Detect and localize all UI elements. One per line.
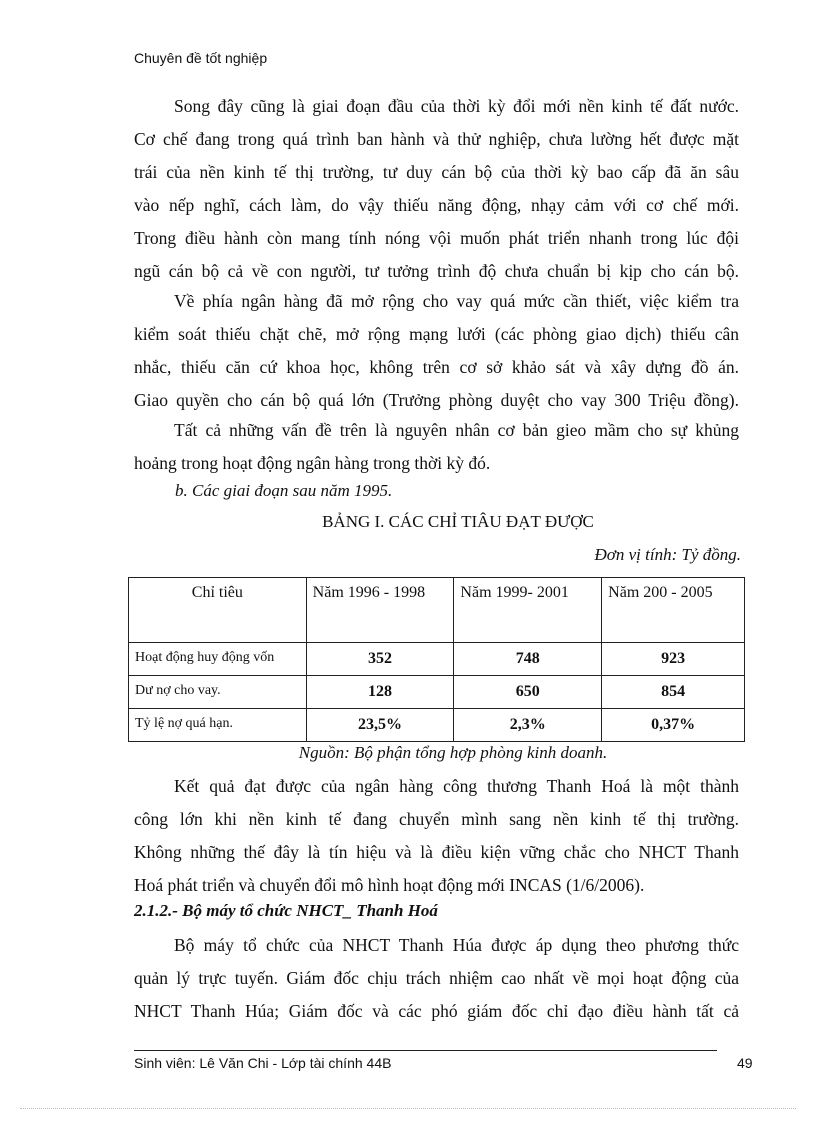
text-line: NHCT Thanh Húa; Giám đốc và các phó giám đốc chỉ đạo điều hành tất cả [134,1001,739,1021]
text-line: công lớn khi nền kinh tế đang chuyển mình sang nền kinh tế thị trường. [134,809,739,829]
table-title: BẢNG I. CÁC CHỈ TIÂU ĐẠT ĐƯỢC [322,512,594,531]
text-line: ngũ cán bộ cả về con người, tư tưởng trình độ chưa chuẩn bị kịp cho cán bộ. [134,261,739,281]
column-header: Năm 1996 - 1998 [306,578,454,643]
column-header: Năm 1999- 2001 [454,578,602,643]
page-header: Chuyên đề tốt nghiệp [134,50,268,66]
cell-value: 748 [454,643,602,676]
text-line: hoảng trong hoạt động ngân hàng trong thời kỳ đó. [134,453,491,473]
table-unit: Đơn vị tính: Tỷ đồng. [594,545,741,564]
text-line: quản lý trực tuyến. Giám đốc chịu trách nhiệm cao nhất về mọi hoạt động của [134,968,739,988]
text-line: nhắc, thiếu căn cứ khoa học, không trên cơ sở khảo sát và xây dựng đồ án. [134,357,739,377]
footer-divider [134,1050,717,1051]
cell-value: 923 [602,643,745,676]
text-line: kiểm soát thiếu chặt chẽ, mở rộng mạng lưới (các phòng giao dịch) thiếu cân [134,324,739,344]
page-footer: Sinh viên: Lê Văn Chi - Lớp tài chính 44B [134,1055,392,1071]
table-row [129,676,745,709]
table-source: Nguồn: Bộ phận tổng hợp phòng kinh doanh. [298,743,608,762]
cell-value: 128 [306,676,454,709]
section-heading: 2.1.2.- Bộ máy tổ chức NHCT_ Thanh Hoá [134,901,438,920]
cell-value: 352 [306,643,454,676]
paragraph-3 [134,414,739,480]
text-line: Tất cả những vấn đề trên là nguyên nhân cơ bản gieo mầm cho sự khủng [174,420,739,440]
column-header: Chỉ tiêu [129,578,307,643]
table-header-row [129,578,745,643]
page-number: 49 [737,1055,753,1071]
text-line: Trong điều hành còn mang tính nóng vội muốn phát triển nhanh trong lúc đội [134,228,739,248]
paragraph-1 [134,90,739,288]
page-bottom-border [20,1108,796,1109]
text-line: Kết quả đạt được của ngân hàng công thương Thanh Hoá là một thành [174,776,739,796]
indicators-table [128,577,745,742]
text-line: Bộ máy tổ chức của NHCT Thanh Húa được áp dụng theo phương thức [174,935,739,955]
text-line: Cơ chế đang trong quá trình ban hành và thử nghiệp, chưa lường hết được mặt [134,129,739,149]
text-line: trái của nền kinh tế thị trường, tư duy cán bộ của thời kỳ bao cấp đã ăn sâu [134,162,739,182]
row-label: Dư nợ cho vay. [129,676,307,709]
text-line: Về phía ngân hàng đã mở rộng cho vay quá mức cần thiết, việc kiểm tra [174,291,739,311]
row-label: Tỷ lệ nợ quá hạn. [129,709,307,742]
cell-value: 854 [602,676,745,709]
table-row [129,709,745,742]
subheading: b. Các giai đoạn sau năm 1995. [175,481,393,500]
cell-value: 23,5% [306,709,454,742]
paragraph-4 [134,770,739,902]
cell-value: 0,37% [602,709,745,742]
text-line: Không những thế đây là tín hiệu và là điều kiện vững chắc cho NHCT Thanh [134,842,739,862]
text-line: Hoá phát triển và chuyển đổi mô hình hoạt động mới INCAS (1/6/2006). [134,875,645,895]
text-line: Giao quyền cho cán bộ quá lớn (Trưởng phòng duyệt cho vay 300 Triệu đồng). [134,390,739,410]
paragraph-5 [134,929,739,1028]
text-line: vào nếp nghĩ, cách làm, do vậy thiếu năng động, nhạy cảm với cơ chế mới. [134,195,739,215]
table-row [129,643,745,676]
row-label: Hoạt động huy động vốn [129,643,307,676]
cell-value: 650 [454,676,602,709]
column-header: Năm 200 - 2005 [602,578,745,643]
cell-value: 2,3% [454,709,602,742]
paragraph-2 [134,285,739,417]
text-line: Song đây cũng là giai đoạn đầu của thời kỳ đổi mới nền kinh tế đất nước. [174,96,739,116]
